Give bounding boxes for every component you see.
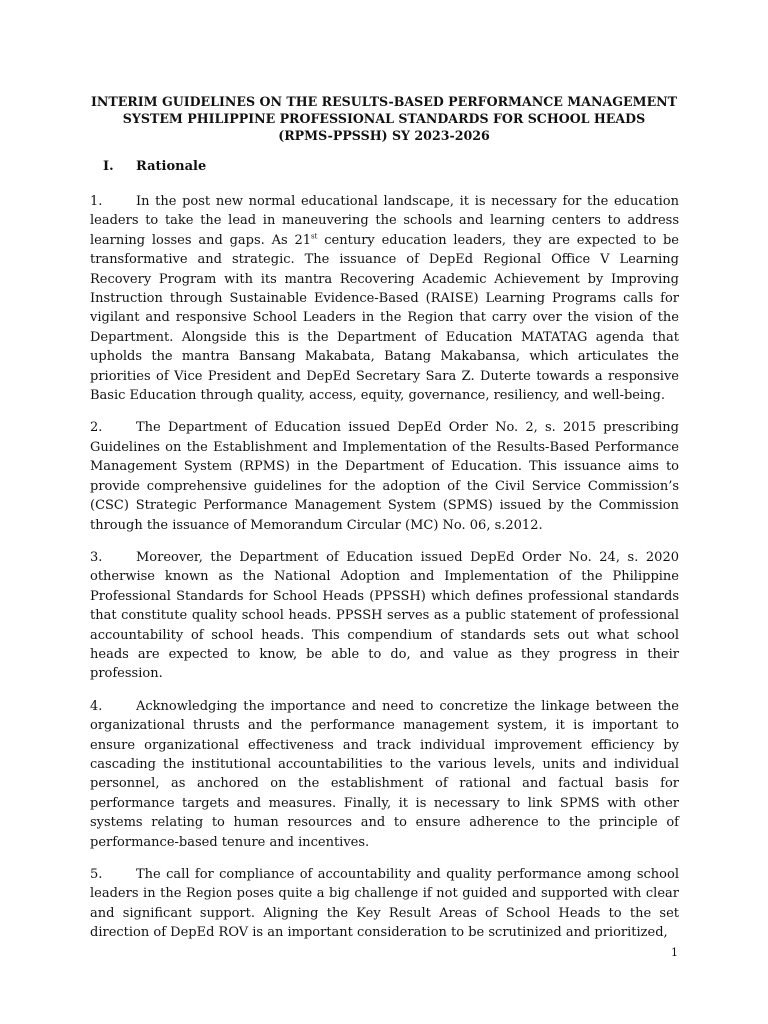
section-number: I. <box>103 159 114 174</box>
superscript: st <box>311 232 318 241</box>
title-line-3: (RPMS-PPSSH) SY 2023-2026 <box>278 128 490 143</box>
paragraph-number: 3. <box>90 549 103 565</box>
paragraph-text: In the post new normal educational landscape, it is necessary for the education leaders to take the lead in maneuvering the schools and learning centers to address learning losses and gaps. As 21 <box>90 194 679 248</box>
section-heading <box>103 158 206 175</box>
paragraph-number: 1. <box>90 194 103 209</box>
document-title <box>60 93 708 144</box>
paragraph-text-continued: century education leaders, they are expected to be transformative and strategic. The issuance of DepEd Regional Office V Learning Recovery Program with its mantra Recovering Academic Achievement by Improving Instruction through Sustainable Evidence-Based (RAISE) Learning Programs calls for vigilant and responsive School Leaders in the Region that carry over the vision of the Department. Alongside this is the Department of Education MATATAG agenda that upholds the mantra Bansang Makabata, Batang Makabansa, which articulates the priorities of Vice President and DepEd Secretary Sara Z. Duterte towards a responsive Basic Education through quality, access, equity, governance, resiliency, and well-being. <box>90 232 679 404</box>
paragraph-number: 4. <box>90 698 103 714</box>
paragraph <box>90 548 679 684</box>
paragraph-text: Acknowledging the importance and need to concretize the linkage between the organizational thrusts and the performance management system, it is important to ensure organizational effectiveness and track individual improvement efficiency by cascading the institutional accountabilities to the various levels, units and individual personnel, as anchored on the establishment of rational and factual basis for performance targets and measures. Finally, it is necessary to link SPMS with other systems relating to human resources and to ensure adherence to the principle of performance-based tenure and incentives. <box>90 698 679 850</box>
paragraph <box>90 192 679 405</box>
paragraph <box>90 697 679 852</box>
paragraph-text: The Department of Education issued DepEd Order No. 2, s. 2015 prescribing Guidelines on the Establishment and Implementation of the Results-Based Performance Management System (RPMS) in the Department of Education. This issuance aims to provide comprehensive guidelines for the adoption of the Civil Service Commission’s (CSC) Strategic Performance Management System (SPMS) issued by the Commission through the issuance of Memorandum Circular (MC) No. 06, s.2012. <box>90 420 679 533</box>
paragraph-text: Moreover, the Department of Education issued DepEd Order No. 24, s. 2020 otherwise known as the National Adoption and Implementation of the Philippine Professional Standards for School Heads (PPSSH) which defines professional standards that constitute quality school heads. PPSSH serves as a public statement of professional accountability of school heads. This compendium of standards sets out what school heads are expected to know, be able to do, and value as they progress in their profession. <box>90 549 679 682</box>
title-line-1: INTERIM GUIDELINES ON THE RESULTS-BASED PERFORMANCE MANAGEMENT <box>90 94 678 109</box>
section-title: Rationale <box>136 159 207 174</box>
paragraph <box>90 865 679 943</box>
paragraph <box>90 418 679 534</box>
paragraph-text: The call for compliance of accountability and quality performance among school leaders in the Region poses quite a big challenge if not guided and supported with clear and significant support. Aligning the Key Result Areas of School Heads to the set direction of DepEd ROV is an important consideration to be scrutinized and prioritized, <box>90 867 679 941</box>
paragraph-number: 2. <box>90 420 103 436</box>
document-body <box>90 192 679 956</box>
title-line-2: SYSTEM PHILIPPINE PROFESSIONAL STANDARDS FOR SCHOOL HEADS <box>122 111 646 126</box>
paragraph-number: 5. <box>90 867 103 882</box>
page-number: 1 <box>671 946 678 959</box>
